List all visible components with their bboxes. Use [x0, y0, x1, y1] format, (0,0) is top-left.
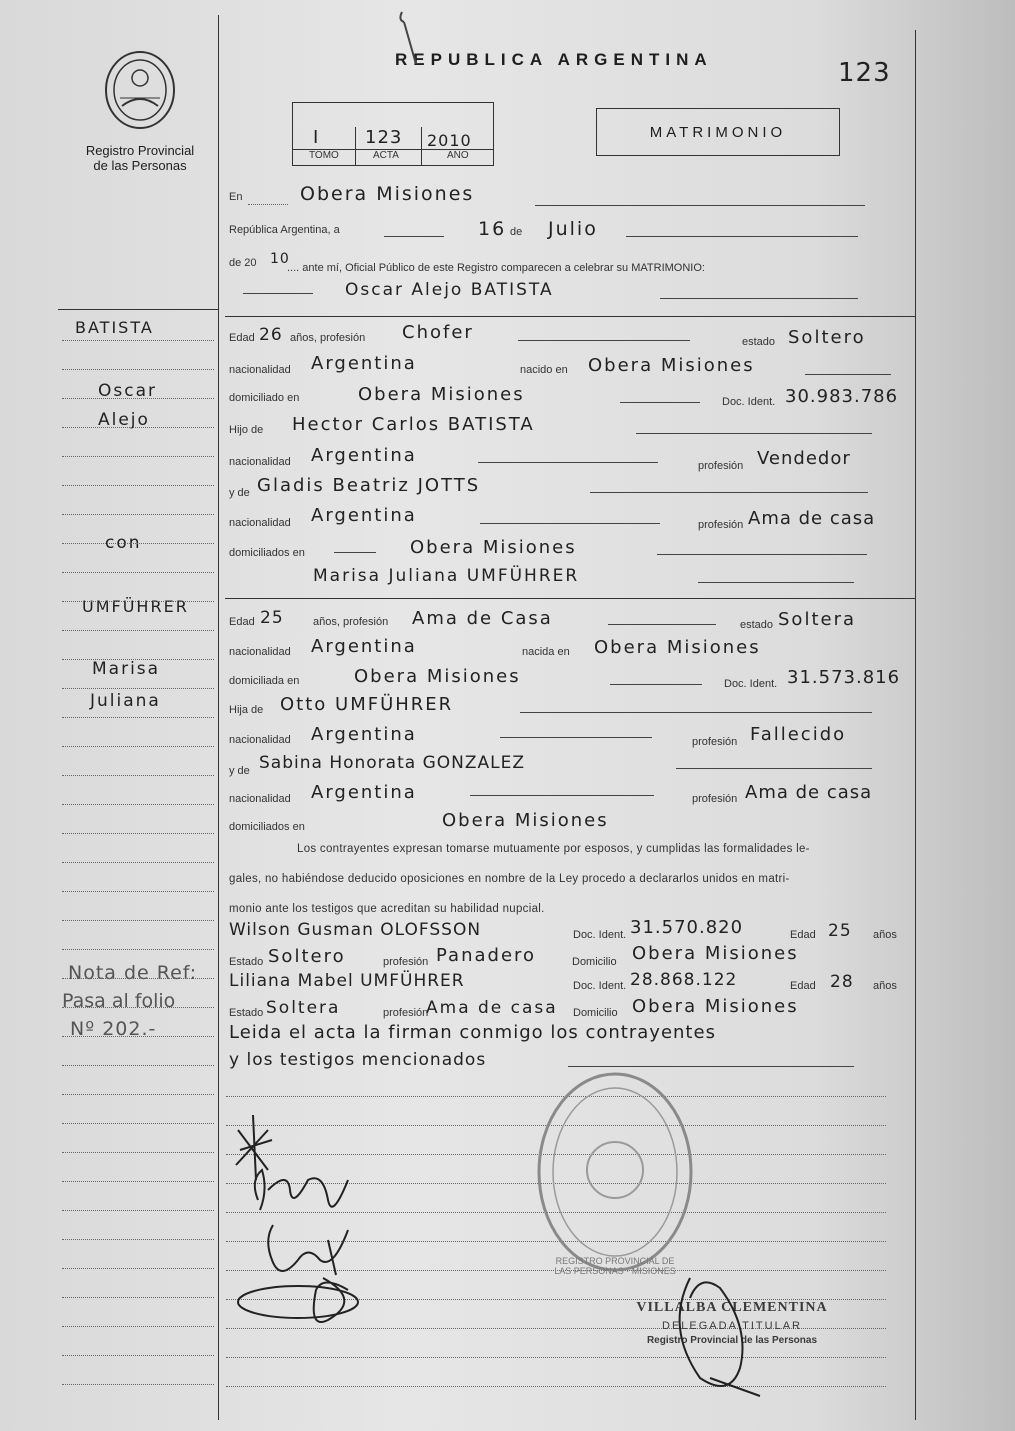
- margin-guide-line: [62, 804, 214, 805]
- tomo-value: I: [313, 127, 321, 148]
- intro-text: .... ante mí, Oficial Público de este Registro comparecen a celebrar su MATRIMONIO:: [287, 262, 705, 274]
- margin-divider: [218, 15, 219, 1420]
- groom-doc: 30.983.786: [785, 386, 899, 407]
- margin-bride-name2: Juliana: [90, 691, 161, 711]
- margin-guide-line: [62, 1152, 214, 1153]
- year-suffix: 10: [270, 251, 290, 267]
- margin-guide-line: [62, 543, 214, 544]
- bride-section-rule: [225, 598, 915, 599]
- bride-padre: Otto UMFÜHRER: [280, 694, 454, 715]
- groom-domicilio: Obera Misiones: [358, 384, 525, 405]
- margin-guide-line: [62, 1065, 214, 1066]
- witness2-edad: 28: [830, 972, 854, 992]
- year-prefix: de 20: [229, 257, 257, 269]
- margin-guide-line: [62, 659, 214, 660]
- margin-guide-line: [62, 514, 214, 515]
- bride-yde-label: y de: [229, 765, 250, 777]
- bride-profesion-label: años, profesión: [313, 616, 389, 628]
- margin-guide-line: [62, 746, 214, 747]
- groom-profesion: Chofer: [402, 322, 474, 343]
- margin-guide-line: [62, 862, 214, 863]
- witness1-edad-label: Edad: [790, 929, 816, 941]
- declaration-line2: gales, no habiéndose deducido oposiciones en nombre de la Ley procedo a declararlos unidos en matri-: [229, 873, 790, 885]
- margin-guide-line: [62, 1384, 214, 1385]
- margin-guide-line: [62, 717, 214, 718]
- groom-full-name: Oscar Alejo BATISTA: [345, 280, 554, 300]
- groom-padre-nac: Argentina: [311, 445, 417, 466]
- groom-nacionalidad-label: nacionalidad: [229, 364, 291, 376]
- closing-line2: y los testigos mencionados: [229, 1050, 487, 1070]
- groom-padre-prof: Vendedor: [757, 448, 851, 469]
- margin-guide-line: [62, 1007, 214, 1008]
- registry-line1: Registro Provincial: [85, 143, 195, 158]
- groom-madre-nac: Argentina: [311, 505, 417, 526]
- margin-guide-line: [62, 1036, 214, 1037]
- margin-guide-line: [62, 398, 214, 399]
- groom-dom-padres: Obera Misiones: [410, 537, 577, 558]
- witness1-name: Wilson Gusman OLOFSSON: [229, 920, 482, 940]
- stamp-official-name: VILLALBA CLEMENTINA: [636, 1300, 828, 1315]
- witness2-domicilio-label: Domicilio: [573, 1007, 618, 1019]
- bride-edad: 25: [260, 608, 284, 628]
- bride-nacida: Obera Misiones: [594, 637, 761, 658]
- margin-guide-line: [62, 949, 214, 950]
- bride-madre-prof: Ama de casa: [745, 782, 873, 803]
- bride-hija-label: Hija de: [229, 704, 264, 716]
- margin-guide-line: [62, 340, 214, 341]
- margin-guide-line: [62, 1355, 214, 1356]
- margin-groom-surname: BATISTA: [75, 318, 154, 337]
- groom-edad: 26: [259, 325, 283, 345]
- groom-madre-prof-label: profesión: [698, 519, 744, 531]
- republica-label: República Argentina, a: [229, 224, 340, 236]
- groom-padre: Hector Carlos BATISTA: [292, 414, 535, 435]
- groom-nacido-label: nacido en: [520, 364, 568, 376]
- margin-guide-line: [62, 369, 214, 370]
- official-oval-stamp: [535, 1070, 695, 1275]
- margin-groom-name1: Oscar: [98, 381, 157, 401]
- groom-yde-label: y de: [229, 487, 250, 499]
- witness2-profesion: Ama de casa: [426, 998, 558, 1018]
- margin-guide-line: [62, 891, 214, 892]
- margin-guide-line: [62, 485, 214, 486]
- bride-edad-label: Edad: [229, 616, 255, 628]
- bride-doc: 31.573.816: [787, 667, 901, 688]
- declaration-line1: Los contrayentes expresan tomarse mutuamente por esposos, y cumplidas las formalidades le-: [297, 843, 810, 855]
- stamp-official-org: Registro Provincial de las Personas: [646, 1335, 818, 1346]
- margin-guide-line: [62, 1123, 214, 1124]
- witness2-estado: Soltera: [266, 998, 341, 1018]
- declaration-line3: monio ante los testigos que acreditan su habilidad nupcial.: [229, 903, 545, 915]
- place-value: Obera Misiones: [300, 183, 475, 205]
- bride-estado: Soltera: [778, 609, 857, 630]
- margin-bride-surname: UMFÜHRER: [82, 597, 189, 616]
- margin-guide-line: [62, 1094, 214, 1095]
- groom-madre-prof: Ama de casa: [748, 508, 876, 529]
- margin-guide-line: [62, 978, 214, 979]
- stamp-oval-text: REGISTRO PROVINCIAL DE LAS PERSONAS · MISIONES: [554, 1256, 676, 1276]
- witness1-profesion-label: profesión: [383, 956, 429, 968]
- record-type-box: [596, 108, 840, 156]
- bride-nacionalidad-label: nacionalidad: [229, 646, 291, 658]
- margin-bride-name1: Marisa: [92, 659, 161, 679]
- groom-madre: Gladis Beatriz JOTTS: [257, 475, 481, 496]
- groom-nacido: Obera Misiones: [588, 355, 755, 376]
- witness1-domicilio: Obera Misiones: [632, 943, 799, 964]
- bride-estado-label: estado: [740, 619, 774, 631]
- margin-guide-line: [62, 1326, 214, 1327]
- margin-guide-line: [62, 920, 214, 921]
- groom-doc-label: Doc. Ident.: [722, 396, 776, 408]
- bride-full-name: Marisa Juliana UMFÜHRER: [313, 566, 580, 586]
- margin-guide-line: [62, 601, 214, 602]
- margin-guide-line: [62, 833, 214, 834]
- groom-dom-padres-label: domiciliados en: [229, 547, 305, 559]
- tomo-label: TOMO: [309, 150, 339, 161]
- margin-guide-line: [62, 427, 214, 428]
- witness2-name: Liliana Mabel UMFÜHRER: [229, 971, 465, 991]
- registry-line2: de las Personas: [93, 158, 187, 173]
- de-label: de: [510, 226, 523, 238]
- margin-conjunction: con: [105, 533, 142, 553]
- witness1-anos-label: años: [873, 929, 897, 941]
- acta-label: ACTA: [373, 150, 399, 161]
- witness2-domicilio: Obera Misiones: [632, 996, 799, 1017]
- bride-dom-padres-label: domiciliados en: [229, 821, 305, 833]
- bride-domicilio: Obera Misiones: [354, 666, 521, 687]
- bride-padre-prof: Fallecido: [750, 724, 847, 745]
- bride-madre-nac-label: nacionalidad: [229, 793, 291, 805]
- registry-name: [55, 143, 225, 173]
- groom-edad-label: Edad: [229, 332, 255, 344]
- bride-profesion: Ama de Casa: [412, 608, 553, 629]
- margin-guide-line: [62, 630, 214, 631]
- margin-note-line1: Nota de Ref:: [68, 962, 198, 984]
- witness1-profesion: Panadero: [436, 945, 537, 966]
- witness2-anos-label: años: [873, 980, 897, 992]
- signature-1: [236, 1115, 272, 1180]
- margin-guide-line: [62, 1239, 214, 1240]
- groom-estado: Soltero: [788, 327, 866, 348]
- delegate-signature: [660, 1268, 770, 1398]
- margin-guide-line: [62, 688, 214, 689]
- provincial-seal: [100, 48, 180, 132]
- margin-note-line2: Pasa al folio: [62, 990, 176, 1012]
- witness1-doc: 31.570.820: [630, 917, 744, 938]
- country-title: REPUBLICA ARGENTINA: [395, 50, 713, 69]
- signatures: [228, 1110, 368, 1410]
- witness1-doc-label: Doc. Ident.: [573, 929, 627, 941]
- bride-domicilio-label: domiciliada en: [229, 675, 300, 687]
- witness1-domicilio-label: Domicilio: [572, 956, 617, 968]
- witness2-estado-label: Estado: [229, 1007, 264, 1019]
- anio-value: 2010: [427, 131, 472, 150]
- margin-guide-line: [62, 1210, 214, 1211]
- bride-madre-nac: Argentina: [311, 782, 417, 803]
- witness2-profesion-label: profesión: [383, 1007, 429, 1019]
- acta-value: 123: [365, 127, 403, 148]
- groom-padre-nac-label: nacionalidad: [229, 456, 291, 468]
- bride-madre: Sabina Honorata GONZALEZ: [259, 753, 525, 773]
- groom-padre-prof-label: profesión: [698, 460, 744, 472]
- bride-dom-padres: Obera Misiones: [442, 810, 609, 831]
- witness1-estado: Soltero: [268, 946, 346, 967]
- margin-guide-line: [62, 1181, 214, 1182]
- witness1-estado-label: Estado: [229, 956, 264, 968]
- groom-domicilio-label: domiciliado en: [229, 392, 300, 404]
- groom-nacionalidad: Argentina: [311, 353, 417, 374]
- groom-profesion-label: años, profesión: [290, 332, 366, 344]
- bride-padre-nac-label: nacionalidad: [229, 734, 291, 746]
- margin-guide-line: [62, 1297, 214, 1298]
- bride-padre-prof-label: profesión: [692, 736, 738, 748]
- margin-guide-line: [62, 1268, 214, 1269]
- witness2-doc-label: Doc. Ident.: [573, 980, 627, 992]
- right-border: [915, 30, 916, 1420]
- stamp-official-role: DELEGADA TITULAR: [662, 1320, 802, 1332]
- margin-guide-line: [62, 456, 214, 457]
- margin-groom-name2: Alejo: [98, 410, 150, 430]
- record-type: MATRIMONIO: [649, 123, 787, 141]
- bride-madre-prof-label: profesión: [692, 793, 738, 805]
- margin-guide-line: [62, 775, 214, 776]
- witness2-edad-label: Edad: [790, 980, 816, 992]
- pin-mark: [396, 8, 426, 68]
- closing-line1: Leida el acta la firman conmigo los contrayentes: [229, 1022, 716, 1043]
- groom-madre-nac-label: nacionalidad: [229, 517, 291, 529]
- page-number: 123: [838, 58, 891, 88]
- bride-padre-nac: Argentina: [311, 724, 417, 745]
- groom-hijo-label: Hijo de: [229, 424, 264, 436]
- anio-label: AÑO: [447, 150, 469, 161]
- margin-rule: [58, 309, 218, 310]
- bride-nacida-label: nacida en: [522, 646, 570, 658]
- groom-estado-label: estado: [742, 336, 776, 348]
- margin-guide-line: [62, 572, 214, 573]
- act-box: [292, 102, 494, 166]
- signature-2: [255, 1170, 348, 1210]
- day-value: 16: [478, 218, 507, 240]
- en-label: En: [229, 191, 243, 203]
- witness2-doc: 28.868.122: [630, 970, 738, 990]
- margin-note-line3: Nº 202.-: [70, 1018, 157, 1040]
- bride-nacionalidad: Argentina: [311, 636, 417, 657]
- witness1-edad: 25: [828, 921, 852, 941]
- signature-3: [268, 1225, 348, 1275]
- bride-doc-label: Doc. Ident.: [724, 678, 778, 690]
- month-value: Julio: [548, 218, 598, 240]
- signature-4: [238, 1278, 358, 1322]
- groom-section-rule: [225, 316, 915, 317]
